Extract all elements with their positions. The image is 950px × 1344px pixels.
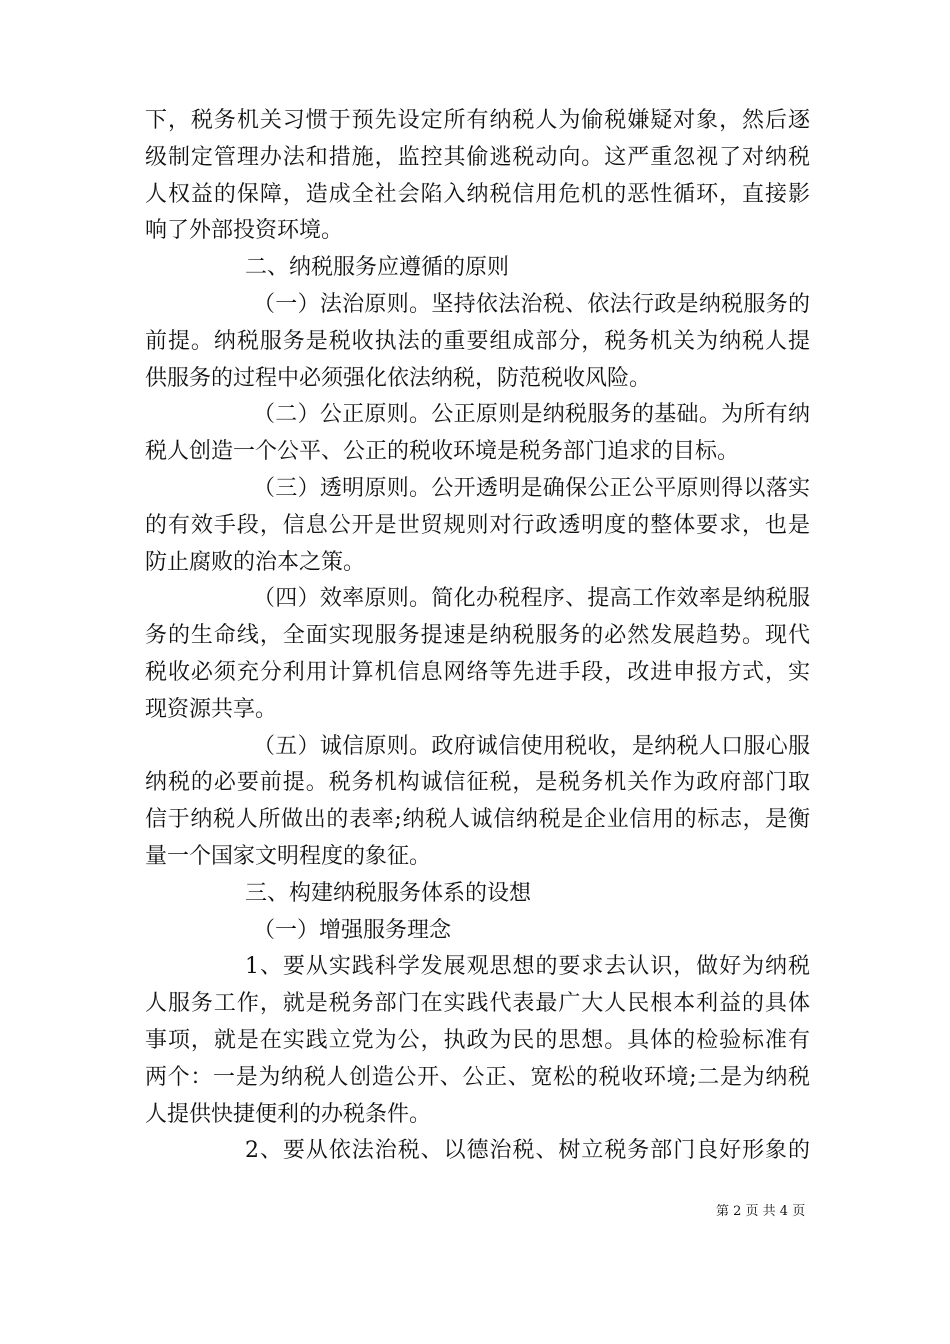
paragraph-line: 的有效手段，信息公开是世贸规则对行政透明度的整体要求，也是 [145, 512, 810, 538]
paragraph-line: 1、要从实践科学发展观思想的要求去认识，做好为纳税 [245, 954, 810, 980]
page-number: 第 2 页 共 4 页 [716, 1204, 806, 1219]
paragraph-line: 级制定管理办法和措施，监控其偷逃税动向。这严重忽视了对纳税 [145, 144, 810, 170]
subsection-heading: （一）增强服务理念 [253, 917, 452, 943]
paragraph-line: 两个：一是为纳税人创造公开、公正、宽松的税收环境;二是为纳税 [145, 1064, 810, 1090]
paragraph-line: 人服务工作，就是税务部门在实践代表最广大人民根本利益的具体 [145, 991, 810, 1017]
paragraph-line: 信于纳税人所做出的表率;纳税人诚信纳税是企业信用的标志，是衡 [145, 807, 810, 833]
paragraph-line: 税收必须充分利用计算机信息网络等先进手段，改进申报方式，实 [145, 659, 810, 685]
paragraph-line: （三）透明原则。公开透明是确保公正公平原则得以落实 [253, 475, 810, 501]
paragraph-line: 税人创造一个公平、公正的税收环境是税务部门追求的目标。 [145, 439, 740, 465]
paragraph-line: 量一个国家文明程度的象征。 [145, 843, 432, 869]
paragraph-line: 前提。纳税服务是税收执法的重要组成部分，税务机关为纳税人提 [145, 328, 810, 354]
section-heading: 二、纳税服务应遵循的原则 [245, 255, 510, 281]
paragraph-line: 人提供快捷便利的办税条件。 [145, 1101, 432, 1127]
paragraph-line: （五）诚信原则。政府诚信使用税收，是纳税人口服心服 [253, 733, 810, 759]
paragraph-line: 事项，就是在实践立党为公，执政为民的思想。具体的检验标准有 [145, 1027, 810, 1053]
paragraph-line: （四）效率原则。简化办税程序、提高工作效率是纳税服 [253, 586, 810, 612]
paragraph-line: 2、要从依法治税、以德治税、树立税务部门良好形象的 [245, 1138, 810, 1164]
paragraph-line: 纳税的必要前提。税务机构诚信征税，是税务机关作为政府部门取 [145, 770, 810, 796]
paragraph-line: 现资源共享。 [145, 696, 278, 722]
paragraph-line: （二）公正原则。公正原则是纳税服务的基础。为所有纳 [253, 402, 810, 428]
paragraph-line: 务的生命线，全面实现服务提速是纳税服务的必然发展趋势。现代 [145, 623, 810, 649]
paragraph-line: 防止腐败的治本之策。 [145, 549, 366, 575]
section-heading: 三、构建纳税服务体系的设想 [245, 880, 532, 906]
paragraph-line: 下，税务机关习惯于预先设定所有纳税人为偷税嫌疑对象，然后逐 [145, 108, 810, 133]
document-body [145, 103, 810, 1170]
paragraph-line: 响了外部投资环境。 [145, 218, 344, 244]
paragraph-line: （一）法治原则。坚持依法治税、依法行政是纳税服务的 [253, 291, 810, 317]
paragraph-line: 供服务的过程中必须强化依法纳税，防范税收风险。 [145, 365, 652, 391]
paragraph-line: 人权益的保障，造成全社会陷入纳税信用危机的恶性循环，直接影 [145, 181, 810, 207]
